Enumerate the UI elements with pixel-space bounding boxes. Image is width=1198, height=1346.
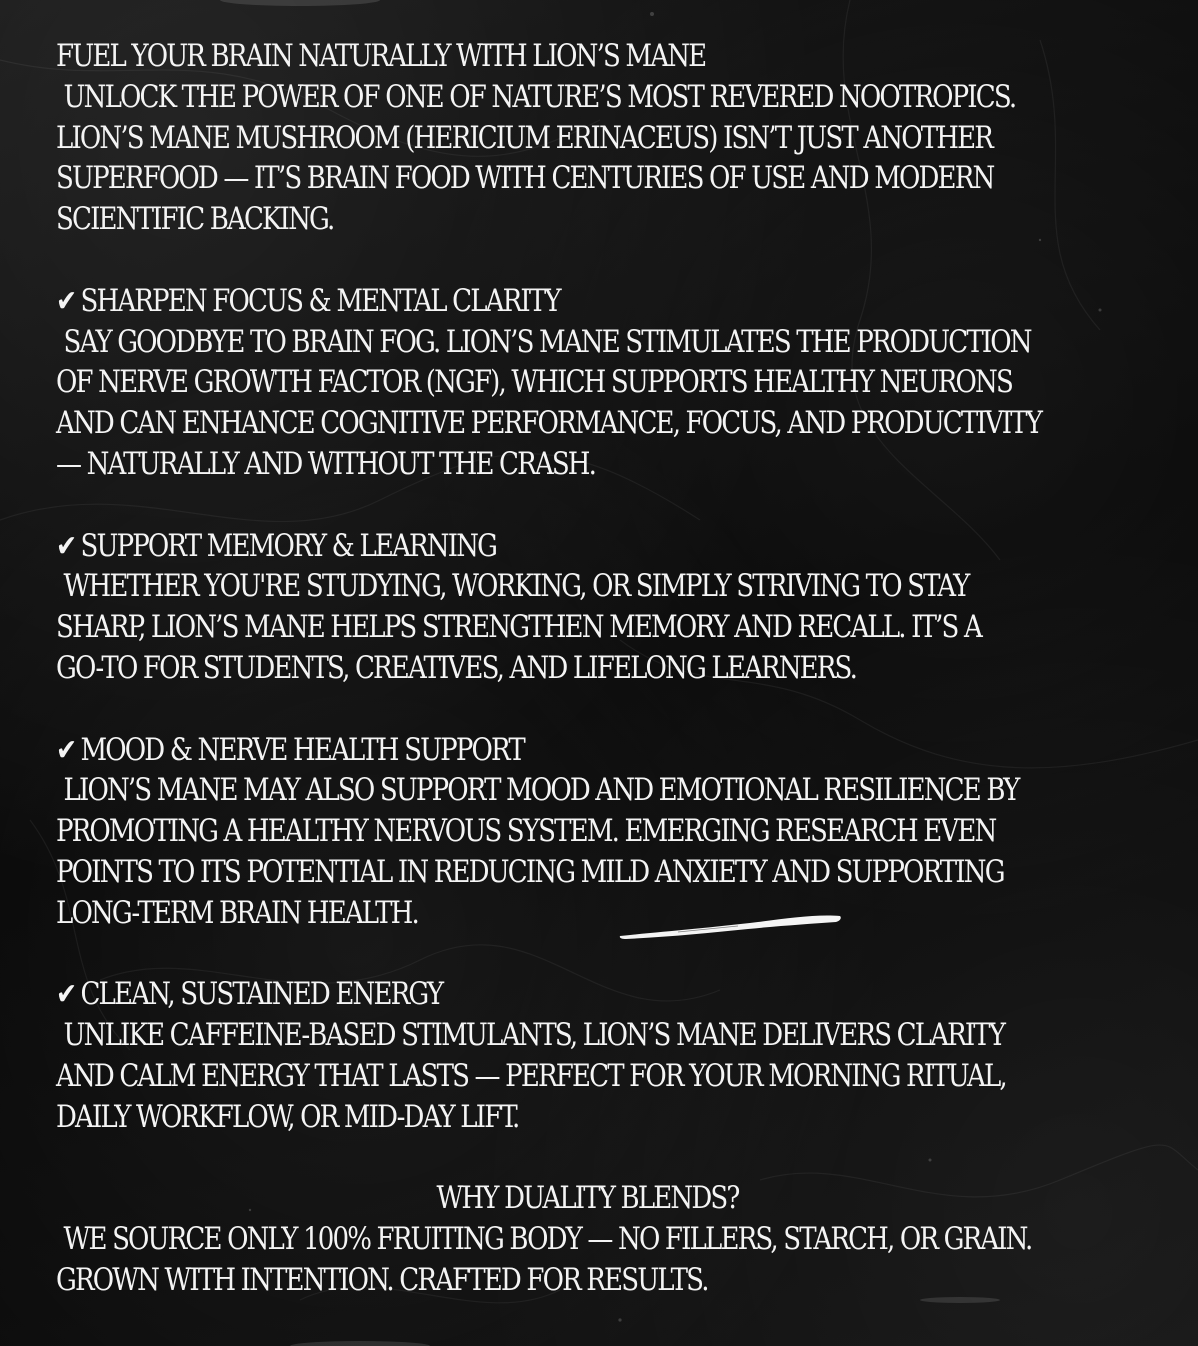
section-memory-heading bbox=[56, 526, 1176, 567]
closing-heading: WHY DUALITY BLENDS? bbox=[436, 1180, 739, 1217]
section-memory-line-2: SHARP, LION’S MANE HELPS STRENGTHEN MEMORY AND RECALL. IT’S A bbox=[56, 609, 981, 646]
section-memory-line-1: WHETHER YOU'RE STUDYING, WORKING, OR SIMPLY STRIVING TO STAY bbox=[63, 568, 969, 605]
section-mood-heading bbox=[56, 730, 1176, 771]
spacer bbox=[56, 485, 1176, 526]
closing-line-1: WE SOURCE ONLY 100% FRUITING BODY — NO FILLERS, STARCH, OR GRAIN. bbox=[63, 1221, 1032, 1258]
section-memory-line-3: GO-TO FOR STUDENTS, CREATIVES, AND LIFELONG LEARNERS. bbox=[56, 649, 857, 686]
intro-title: FUEL YOUR BRAIN NATURALLY WITH LION’S MANE bbox=[56, 38, 706, 74]
section-energy-line-1: UNLIKE CAFFEINE-BASED STIMULANTS, LION’S MANE DELIVERS CLARITY bbox=[63, 1017, 1005, 1054]
section-energy-heading bbox=[56, 974, 1176, 1015]
spacer bbox=[56, 689, 1176, 730]
spacer bbox=[56, 934, 1176, 975]
section-mood-line-2: PROMOTING A HEALTHY NERVOUS SYSTEM. EMERGING RESEARCH EVEN bbox=[56, 813, 996, 850]
section-focus-line-4: — NATURALLY AND WITHOUT THE CRASH. bbox=[56, 445, 596, 482]
checkmark-icon: ✔ bbox=[56, 283, 78, 319]
section-mood-line-3: POINTS TO ITS POTENTIAL IN REDUCING MILD ANXIETY AND SUPPORTING bbox=[56, 853, 1004, 890]
section-heading-text: SUPPORT MEMORY & LEARNING bbox=[80, 527, 497, 564]
intro-line-3: SUPERFOOD — IT’S BRAIN FOOD WITH CENTURIES OF USE AND MODERN bbox=[56, 160, 994, 197]
section-energy-line-3: DAILY WORKFLOW, OR MID-DAY LIFT. bbox=[56, 1098, 519, 1135]
checkmark-icon: ✔ bbox=[56, 528, 78, 564]
intro-line-4: SCIENTIFIC BACKING. bbox=[56, 201, 334, 238]
product-description bbox=[56, 36, 1176, 1301]
section-focus-line-2: OF NERVE GROWTH FACTOR (NGF), WHICH SUPPORTS HEALTHY NEURONS bbox=[56, 364, 1012, 401]
section-mood-line-4: LONG-TERM BRAIN HEALTH. bbox=[56, 894, 418, 931]
section-heading-text: MOOD & NERVE HEALTH SUPPORT bbox=[80, 731, 524, 768]
spacer bbox=[56, 1138, 1176, 1179]
checkmark-icon: ✔ bbox=[56, 732, 78, 768]
section-heading-text: CLEAN, SUSTAINED ENERGY bbox=[80, 976, 443, 1013]
section-mood-line-1: LION’S MANE MAY ALSO SUPPORT MOOD AND EMOTIONAL RESILIENCE BY bbox=[63, 772, 1019, 809]
section-energy-line-2: AND CALM ENERGY THAT LASTS — PERFECT FOR YOUR MORNING RITUAL, bbox=[56, 1057, 1006, 1094]
section-focus-line-3: AND CAN ENHANCE COGNITIVE PERFORMANCE, FOCUS, AND PRODUCTIVITY bbox=[56, 405, 1042, 442]
spacer bbox=[56, 240, 1176, 281]
section-focus-line-1: SAY GOODBYE TO BRAIN FOG. LION’S MANE STIMULATES THE PRODUCTION bbox=[63, 323, 1031, 360]
checkmark-icon: ✔ bbox=[56, 977, 78, 1013]
closing-line-2: GROWN WITH INTENTION. CRAFTED FOR RESULTS. bbox=[56, 1261, 708, 1298]
intro-line-2: LION’S MANE MUSHROOM (HERICIUM ERINACEUS) ISN’T JUST ANOTHER bbox=[56, 119, 993, 156]
intro-line-1: UNLOCK THE POWER OF ONE OF NATURE’S MOST REVERED NOOTROPICS. bbox=[63, 78, 1016, 115]
section-focus-heading bbox=[56, 281, 1176, 322]
section-heading-text: SHARPEN FOCUS & MENTAL CLARITY bbox=[80, 282, 560, 319]
brush-stroke-underline bbox=[618, 908, 843, 942]
